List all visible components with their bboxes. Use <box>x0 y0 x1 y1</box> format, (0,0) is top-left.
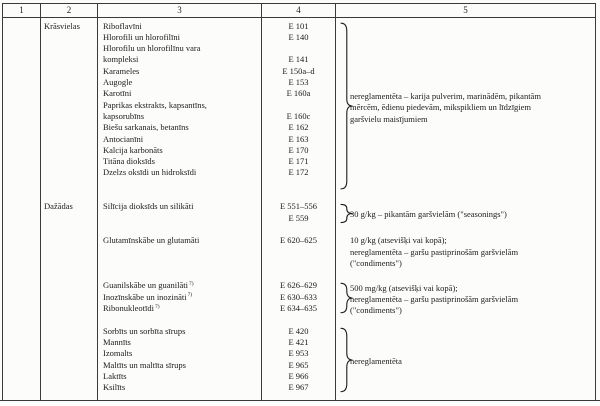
e-number-cell: E 160a <box>286 88 311 99</box>
substance-cell: Maltīts un maltīta sīrups <box>103 359 186 370</box>
e-number-cell: E 150a–d <box>282 65 315 76</box>
e-number-cell: E 141 <box>288 54 309 65</box>
e-number-cell: E 101 <box>288 20 309 31</box>
e-number-cell: E 160c <box>286 110 311 121</box>
footnote-marker: 7) <box>187 292 193 299</box>
substance-cell: Biešu sarkanais, betanīns <box>103 122 189 133</box>
category-label: Dažādas <box>44 201 73 212</box>
e-number-cell: E 630–633 <box>279 291 318 302</box>
note-text: 10 g/kg (atsevišķi vai kopā); <box>350 235 447 246</box>
e-number-cell: E 153 <box>288 77 309 87</box>
substance-cell: kapsorubīns <box>103 110 145 121</box>
e-number-cell: E 420 <box>288 325 309 336</box>
substance-cell: Karotīni <box>103 88 132 99</box>
note-text: mērcēm, ēdienu piedevām, mikspikliem un līdzīgiem <box>350 102 532 113</box>
substance-cell: Inozīnskābe un inozināti$^{7)}$ <box>103 291 193 302</box>
table-border-right <box>595 3 596 400</box>
substance-cell: Hlorofilu un hlorofilīnu vara <box>103 43 201 54</box>
substance-cell: Karameles <box>103 65 140 76</box>
e-number-cell: E 966 <box>288 370 309 381</box>
substance-cell: Izomalts <box>103 348 133 359</box>
substance-cell: Riboflavīni <box>103 20 142 31</box>
e-number-cell: E 634–635 <box>279 303 318 313</box>
substance-cell: Hlorofili un hlorofilīni <box>103 31 180 42</box>
e-number-cell: E 163 <box>288 133 309 144</box>
table-border-bottom <box>0 400 600 401</box>
note-text: ("condiments") <box>350 257 402 268</box>
note-text: garšvielu maisījumiem <box>350 113 428 124</box>
e-number-cell: E 626–629 <box>279 280 318 291</box>
substance-cell: Ribonukleotīdi$^{7)}$ <box>103 303 160 313</box>
substance-cell: Mannīts <box>103 336 131 347</box>
column-divider-2-3 <box>97 3 98 400</box>
substance-cell: Silīcija dioksīds un silikāti <box>103 201 194 212</box>
substance-cell: kompleksi <box>103 54 139 65</box>
e-number-cell: E 551–556 <box>279 201 318 212</box>
e-number-cell: E 421 <box>288 336 309 347</box>
substance-cell: Augogle <box>103 77 133 87</box>
note-text: ("condiments") <box>350 305 402 316</box>
e-number-cell: E 170 <box>288 144 309 155</box>
note-text: 30 g/kg – pikantām garšvielām ("seasonings") <box>350 209 507 220</box>
footnote-marker: 7) <box>155 303 160 310</box>
column-header-5: 5 <box>463 5 468 15</box>
substance-cell: Kalcija karbonāts <box>103 144 163 155</box>
column-header-3: 3 <box>177 5 182 15</box>
note-text: nereglamentēta – garšu pastiprinošām garšvielām <box>350 293 519 304</box>
substance-cell: Paprikas ekstrakts, kapsantīns, <box>103 99 207 110</box>
column-divider-1-2 <box>40 3 41 400</box>
e-number-cell: E 140 <box>288 31 309 42</box>
note-text: 500 mg/kg (atsevišķi vai kopā); <box>350 282 458 293</box>
e-number-cell: E 965 <box>288 359 309 370</box>
column-divider-4-5 <box>335 3 336 400</box>
column-header-4: 4 <box>296 5 301 15</box>
substance-cell: Dzelzs oksīdi un hidroksīdi <box>103 167 197 178</box>
note-text: nereglamentēta – garšu pastiprinošām garšvielām <box>350 246 519 257</box>
note-text: nereglamentēta – karija pulverim, marinādēm, pikantām <box>350 90 541 101</box>
e-number-cell: E 967 <box>288 382 309 393</box>
e-number-cell: E 172 <box>288 167 309 178</box>
table-header-separator <box>2 17 595 18</box>
category-label: Krāsvielas <box>44 20 80 31</box>
footnote-marker: 7) <box>188 280 194 287</box>
e-number-cell: E 953 <box>288 348 309 359</box>
substance-cell: Titāna dioksīds <box>103 156 155 167</box>
substance-cell: Antocianīni <box>103 133 144 144</box>
substance-cell: Glutamīnskābe un glutamāti <box>103 235 200 246</box>
e-number-cell: E 162 <box>288 122 309 133</box>
substance-cell: Guanilskābe un guanilāti$^{7)}$ <box>103 280 194 291</box>
substance-cell: Sorbīts un sorbīta sīrups <box>103 325 186 336</box>
table-border-left <box>2 3 3 400</box>
substance-cell: Ksilīts <box>103 382 126 393</box>
substance-cell: Laktīts <box>103 370 127 381</box>
e-number-cell: E 559 <box>288 212 309 223</box>
note-text: nereglamentēta <box>350 356 402 367</box>
e-number-cell: E 171 <box>288 156 309 167</box>
column-header-1: 1 <box>19 5 24 15</box>
e-number-cell: E 620–625 <box>279 235 318 246</box>
column-header-2: 2 <box>66 5 72 15</box>
